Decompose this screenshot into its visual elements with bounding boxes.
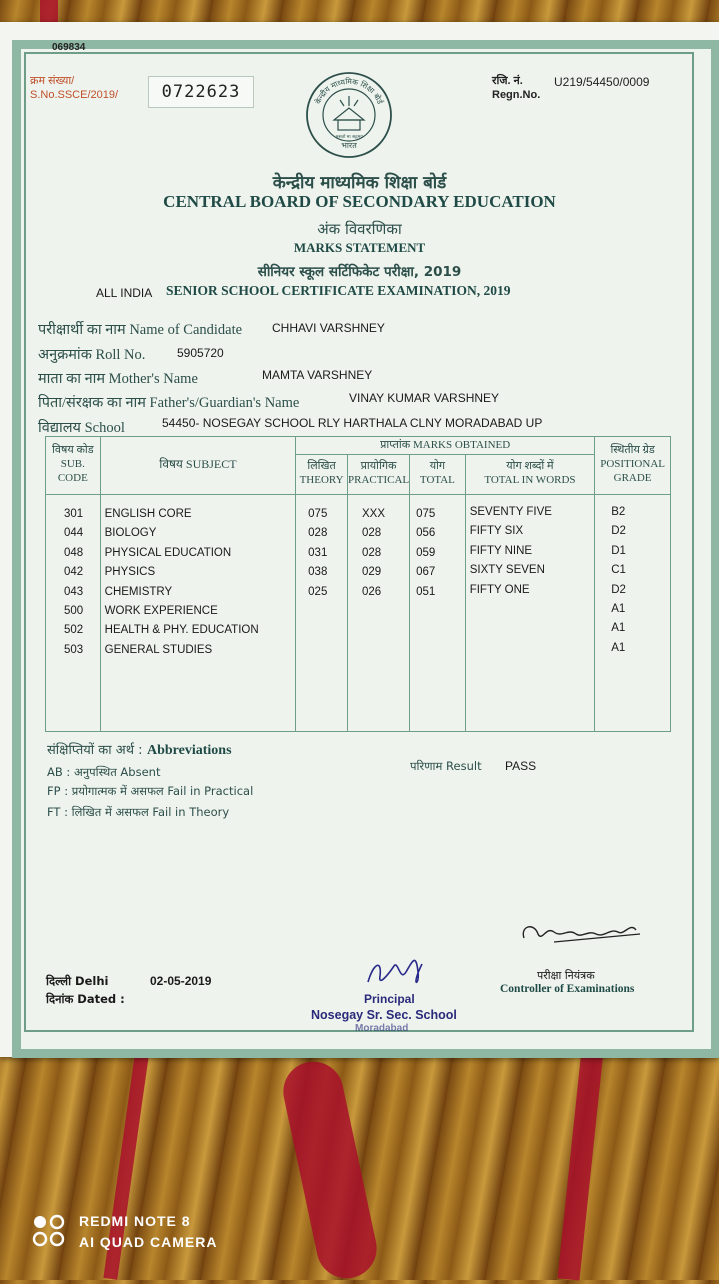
- total-column: [410, 495, 466, 732]
- marks-table: [45, 436, 671, 732]
- cell-code: 042: [64, 566, 84, 579]
- cell-practical: [362, 641, 409, 660]
- marks-obtained-header: प्राप्तांक MARKS OBTAINED: [296, 437, 595, 455]
- cell-practical: 028: [362, 527, 382, 540]
- regn-label: [492, 74, 540, 102]
- school-name: 54450- NOSEGAY SCHOOL RLY HARTHALA CLNY MORADABAD UP: [162, 416, 543, 430]
- exam-prefix: ALL INDIA: [96, 286, 153, 300]
- cell-words: [470, 600, 594, 619]
- regn-label-hindi: रजि. नं.: [492, 75, 523, 87]
- cell-total: [416, 621, 465, 640]
- sno-label-english: S.No.SSCE/2019/: [30, 89, 119, 101]
- cell-total: [416, 602, 465, 621]
- controller-label-hindi: परीक्षा नियंत्रक: [537, 969, 595, 982]
- cell-code: 503: [64, 643, 84, 656]
- cell-words: SIXTY SEVEN: [469, 564, 545, 577]
- controller-label-english: Controller of Examinations: [500, 983, 635, 995]
- board-title-english: CENTRAL BOARD OF SECONDARY EDUCATION: [163, 192, 556, 211]
- cell-practical: [362, 621, 409, 640]
- sno-label-hindi: क्रम संख्या/: [30, 75, 75, 87]
- cell-subject: GENERAL STUDIES: [104, 643, 213, 656]
- cell-grade: D1: [611, 544, 626, 557]
- cell-words: SEVENTY FIVE: [469, 506, 552, 518]
- controller-signature: [518, 912, 643, 952]
- cell-practical: XXX: [362, 508, 386, 520]
- board-title-hindi: केन्द्रीय माध्यमिक शिक्षा बोर्ड: [272, 173, 447, 193]
- cell-subject: HEALTH & PHY. EDUCATION: [104, 624, 259, 637]
- cell-total: 051: [416, 585, 436, 598]
- result-label: परिणाम Result: [410, 759, 482, 773]
- grade-column: [595, 495, 671, 732]
- candidate-name: CHHAVI VARSHNEY: [272, 321, 385, 335]
- place-label: दिल्ली Delhi: [46, 974, 109, 988]
- cell-practical: 029: [362, 566, 382, 579]
- total-header: योग TOTAL: [410, 455, 466, 495]
- cell-words: [470, 639, 594, 658]
- cell-subject: BIOLOGY: [104, 527, 157, 540]
- practical-header: प्रायोगिक PRACTICAL: [348, 455, 410, 495]
- father-label: पिता/संरक्षक का नाम Father's/Guardian's Name: [38, 395, 300, 411]
- cell-theory: 025: [308, 585, 328, 598]
- name-label: परीक्षार्थी का नाम Name of Candidate: [38, 322, 243, 338]
- result-value: PASS: [505, 759, 537, 773]
- cell-subject: PHYSICAL EDUCATION: [104, 546, 232, 559]
- sno-label: [30, 74, 118, 102]
- camera-type: AI QUAD CAMERA: [79, 1234, 218, 1250]
- cell-subject: ENGLISH CORE: [104, 508, 192, 520]
- father-name: VINAY KUMAR VARSHNEY: [349, 391, 500, 405]
- cell-theory: [308, 621, 347, 640]
- cell-words: FIFTY NINE: [469, 544, 533, 557]
- cell-grade: D2: [611, 525, 626, 538]
- cell-subject: CHEMISTRY: [104, 585, 173, 598]
- practical-column: [348, 495, 410, 732]
- abbr-absent: AB : अनुपस्थित Absent: [47, 765, 161, 779]
- logo-bottom-text: भारत: [341, 141, 357, 150]
- dated-label: दिनांक Dated :: [46, 992, 125, 1006]
- cell-total: 056: [416, 527, 436, 540]
- cell-theory: 075: [308, 508, 328, 520]
- cell-words: [470, 619, 594, 638]
- cell-grade: B2: [611, 506, 626, 518]
- subject-header: विषय SUBJECT: [100, 437, 296, 495]
- issue-date: 02-05-2019: [150, 974, 212, 988]
- cell-code: 044: [64, 527, 84, 540]
- logo-arc-text: केन्द्रीय माध्यमिक शिक्षा बोर्ड: [313, 76, 385, 106]
- cell-grade: A1: [611, 641, 626, 654]
- words-header: योग शब्दों में TOTAL IN WORDS: [465, 455, 594, 495]
- cell-code: 301: [64, 508, 84, 520]
- cell-theory: 038: [308, 566, 328, 579]
- cell-total: 067: [416, 566, 436, 579]
- abbreviations-title: संक्षिप्तियों का अर्थ : Abbreviations: [47, 743, 232, 758]
- cell-total: 075: [416, 508, 436, 520]
- stamp-city: Moradabad: [355, 1023, 409, 1034]
- abbr-fail-theory: FT : लिखित में असफल Fail in Theory: [47, 805, 230, 819]
- cell-total: [416, 641, 465, 660]
- regn-value: U219/54450/0009: [554, 75, 650, 89]
- cell-theory: [308, 602, 347, 621]
- camera-watermark-icon: [30, 1213, 70, 1249]
- school-stamp: Nosegay Sr. Sec. School: [311, 1008, 457, 1022]
- cloth-stripe: [278, 1056, 382, 1284]
- exam-title-hindi: सीनियर स्कूल सर्टिफिकेट परीक्षा, 2019: [257, 264, 462, 280]
- cell-words: FIFTY ONE: [469, 583, 530, 596]
- serial-number-top: 069834: [52, 42, 86, 53]
- cell-grade: D2: [611, 583, 626, 596]
- cell-practical: [362, 602, 409, 621]
- mother-name: MAMTA VARSHNEY: [262, 368, 373, 382]
- theory-column: [296, 495, 348, 732]
- roll-label: अनुक्रमांक Roll No.: [38, 347, 146, 363]
- sno-value-box: 0722623: [148, 76, 254, 108]
- logo-motto: असतो मा सद्गमय: [335, 135, 363, 140]
- regn-label-english: Regn.No.: [492, 89, 541, 101]
- mother-label: माता का नाम Mother's Name: [38, 371, 198, 387]
- cell-code: 500: [64, 604, 84, 617]
- abbr-fail-practical: FP : प्रयोगात्मक में असफल Fail in Practical: [47, 784, 254, 798]
- cell-code: 048: [64, 546, 84, 559]
- cell-subject: PHYSICS: [104, 566, 156, 579]
- camera-model: REDMI NOTE 8: [79, 1213, 191, 1229]
- exam-title-english: SENIOR SCHOOL CERTIFICATE EXAMINATION, 2019: [166, 283, 511, 298]
- cell-code: 043: [64, 585, 84, 598]
- principal-signature: [360, 942, 430, 997]
- cell-theory: [308, 641, 347, 660]
- cell-subject: WORK EXPERIENCE: [104, 604, 218, 617]
- cell-practical: 026: [362, 585, 382, 598]
- cell-total: 059: [416, 546, 436, 559]
- school-label: विद्यालय School: [38, 420, 125, 436]
- cell-practical: 028: [362, 546, 382, 559]
- principal-stamp: Principal: [364, 992, 415, 1006]
- cell-grade: A1: [611, 622, 626, 635]
- subject-column: [100, 495, 296, 732]
- code-column: [46, 495, 101, 732]
- cell-theory: 031: [308, 546, 328, 559]
- cloth-stripe: [558, 1040, 605, 1281]
- words-column: [465, 495, 594, 732]
- theory-header: लिखित THEORY: [296, 455, 348, 495]
- roll-number: 5905720: [177, 346, 224, 360]
- statement-title-english: MARKS STATEMENT: [293, 240, 426, 255]
- cell-grade: C1: [611, 564, 626, 577]
- grade-header: स्थितीय ग्रेड POSITIONAL GRADE: [595, 437, 671, 495]
- marks-statement-document: [0, 22, 719, 1057]
- cell-grade: A1: [611, 602, 626, 615]
- cbse-logo-icon: [304, 70, 394, 160]
- cell-words: FIFTY SIX: [469, 525, 524, 538]
- statement-title-hindi: अंक विवरणिका: [317, 220, 402, 238]
- subcode-header: विषय कोड SUB. CODE: [46, 437, 101, 495]
- cell-theory: 028: [308, 527, 328, 540]
- cell-code: 502: [64, 624, 84, 637]
